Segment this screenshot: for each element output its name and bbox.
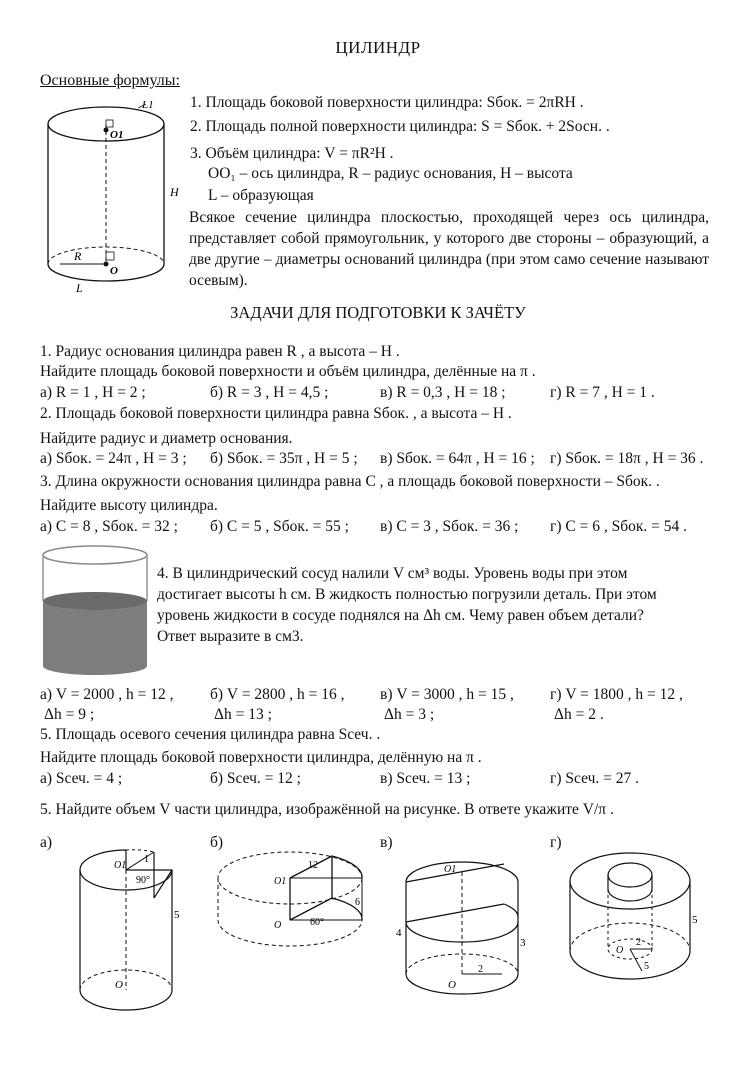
formulas-heading: Основные формулы:	[40, 72, 180, 89]
task6-label-d: г)	[550, 834, 562, 851]
task5-option-b: б) Sсеч. = 12 ;	[210, 770, 301, 787]
vessel-diagram	[40, 543, 152, 683]
task1-line2: Найдите площадь боковой поверхности и объём цилиндра, делённые на π .	[40, 363, 536, 380]
fig-a-O: O	[115, 979, 123, 991]
task6-label-b: б)	[210, 834, 224, 851]
task5-option-c: в) Sсеч. = 13 ;	[380, 770, 471, 787]
task4-option-d: г) V = 1800 , h = 12 ,	[550, 686, 683, 703]
task2-option-c: в) Sбок. = 64π , H = 16 ;	[380, 450, 535, 467]
task3-option-a: а) C = 8 , Sбок. = 32 ;	[40, 518, 178, 535]
task1-line1: 1. Радиус основания цилиндра равен R , а высота – H .	[40, 343, 400, 360]
fig-c-two: 2	[478, 964, 483, 975]
task1-option-b: б) R = 3 , H = 4,5 ;	[210, 384, 329, 401]
section-title: ЗАДАЧИ ДЛЯ ПОДГОТОВКИ К ЗАЧЁТУ	[230, 303, 526, 322]
fig-a-one: 1	[144, 854, 149, 865]
formula-notation-1: OO₁ – ось цилиндра, R – радиус основания, H – высота	[208, 165, 573, 182]
label-O: O	[110, 265, 118, 277]
fig-b-O1: O1	[274, 876, 287, 887]
fig-d-O: O	[616, 945, 624, 956]
task6-label-a: а)	[40, 834, 53, 851]
figure-b-cylinder-part	[212, 848, 372, 958]
task2-line2: Найдите радиус и диаметр основания.	[40, 430, 293, 447]
task3-option-d: г) C = 6 , Sбок. = 54 .	[550, 518, 688, 535]
page-title: ЦИЛИНДР	[335, 38, 421, 57]
fig-c-O: O	[448, 979, 456, 991]
label-L: L	[76, 281, 83, 295]
task6-line1: 5. Найдите объем V части цилиндра, изображённой на рисунке. В ответе укажите V/π .	[40, 801, 614, 818]
task1-option-a: а) R = 1 , H = 2 ;	[40, 384, 146, 401]
label-O1: O1	[110, 129, 124, 141]
task4-option-b-dh: Δh = 13 ;	[214, 706, 272, 723]
task3-option-b: б) C = 5 , Sбок. = 55 ;	[210, 518, 349, 535]
task1-option-d: г) R = 7 , H = 1 .	[550, 384, 655, 401]
task4-option-b: б) V = 2800 , h = 16 ,	[210, 686, 345, 703]
task2-option-d: г) Sбок. = 18π , H = 36 .	[550, 450, 704, 467]
fig-d-five-height: 5	[692, 914, 698, 926]
formula-3: 3. Объём цилиндра: V = πR²H .	[190, 145, 394, 162]
task4-option-a: а) V = 2000 , h = 12 ,	[40, 686, 174, 703]
fig-a-O1: O1	[114, 860, 127, 871]
task3-line1: 3. Длина окружности основания цилиндра равна C , а площадь боковой поверхности – Sбок. .	[40, 473, 660, 490]
task5-line1: 5. Площадь осевого сечения цилиндра равна Sсеч. .	[40, 726, 381, 743]
figure-c-cylinder-part	[392, 848, 532, 1008]
figure-a-cylinder-part	[70, 840, 190, 1020]
task5-option-d: г) Sсеч. = 27 .	[550, 770, 639, 787]
task5-line2: Найдите площадь боковой поверхности цилиндра, делённую на π .	[40, 749, 482, 766]
task3-option-c: в) C = 3 , Sбок. = 36 ;	[380, 518, 519, 535]
task2-option-b: б) Sбок. = 35π , H = 5 ;	[210, 450, 358, 467]
fig-d-two: 2	[636, 937, 641, 948]
fig-c-four: 4	[396, 927, 402, 939]
task4-option-d-dh: Δh = 2 .	[554, 706, 604, 723]
fig-b-O: O	[274, 920, 282, 931]
formula-notation-2: L – образующая	[208, 187, 314, 204]
task1-option-c: в) R = 0,3 , H = 18 ;	[380, 384, 506, 401]
label-H: H	[170, 185, 179, 199]
label-R: R	[74, 249, 82, 263]
task4-option-a-dh: Δh = 9 ;	[44, 706, 95, 723]
fig-b-six: 6	[355, 897, 360, 908]
fig-a-angle: 90°	[136, 875, 150, 886]
figure-d-cylinder-part	[560, 845, 710, 995]
fig-a-five: 5	[174, 909, 180, 921]
fig-c-O1: O1	[444, 864, 457, 875]
fig-b-angle: 60°	[310, 917, 324, 928]
section-definition: Всякое сечение цилиндра плоскостью, проходящей через ось цилиндра, представляет собой прямоугольник, у которого две стороны – образующий, а две другие – диаметры оснований цилиндра (при этом само сечение называют осевым).	[189, 209, 709, 289]
fig-b-twelve: 12	[308, 860, 318, 871]
task4-option-c-dh: Δh = 3 ;	[384, 706, 435, 723]
formula-2: 2. Площадь полной поверхности цилиндра: S = Sбок. + 2Sосн. .	[190, 118, 610, 135]
task6-label-c: в)	[380, 834, 393, 851]
label-L1: L1	[142, 99, 154, 111]
task4-option-c: в) V = 3000 , h = 15 ,	[380, 686, 514, 703]
task3-line2: Найдите высоту цилиндра.	[40, 497, 218, 514]
cylinder-diagram	[38, 92, 188, 302]
task2-line1: 2. Площадь боковой поверхности цилиндра равна Sбок. , а высота – H .	[40, 405, 512, 422]
fig-c-three: 3	[520, 937, 526, 949]
task4-text: 4. В цилиндрический сосуд налили V см³ воды. Уровень воды при этом достигает высоты h см. В жидкость полностью погрузили деталь. При этом уровень жидкости в сосуде поднялся на Δh см. Чему равен объем детали? Ответ выразите в см3.	[157, 565, 657, 645]
formula-1: 1. Площадь боковой поверхности цилиндра: Sбок. = 2πRH .	[190, 94, 584, 111]
fig-d-five-radius: 5	[644, 961, 649, 972]
task2-option-a: а) Sбок. = 24π , H = 3 ;	[40, 450, 187, 467]
task5-option-a: а) Sсеч. = 4 ;	[40, 770, 123, 787]
